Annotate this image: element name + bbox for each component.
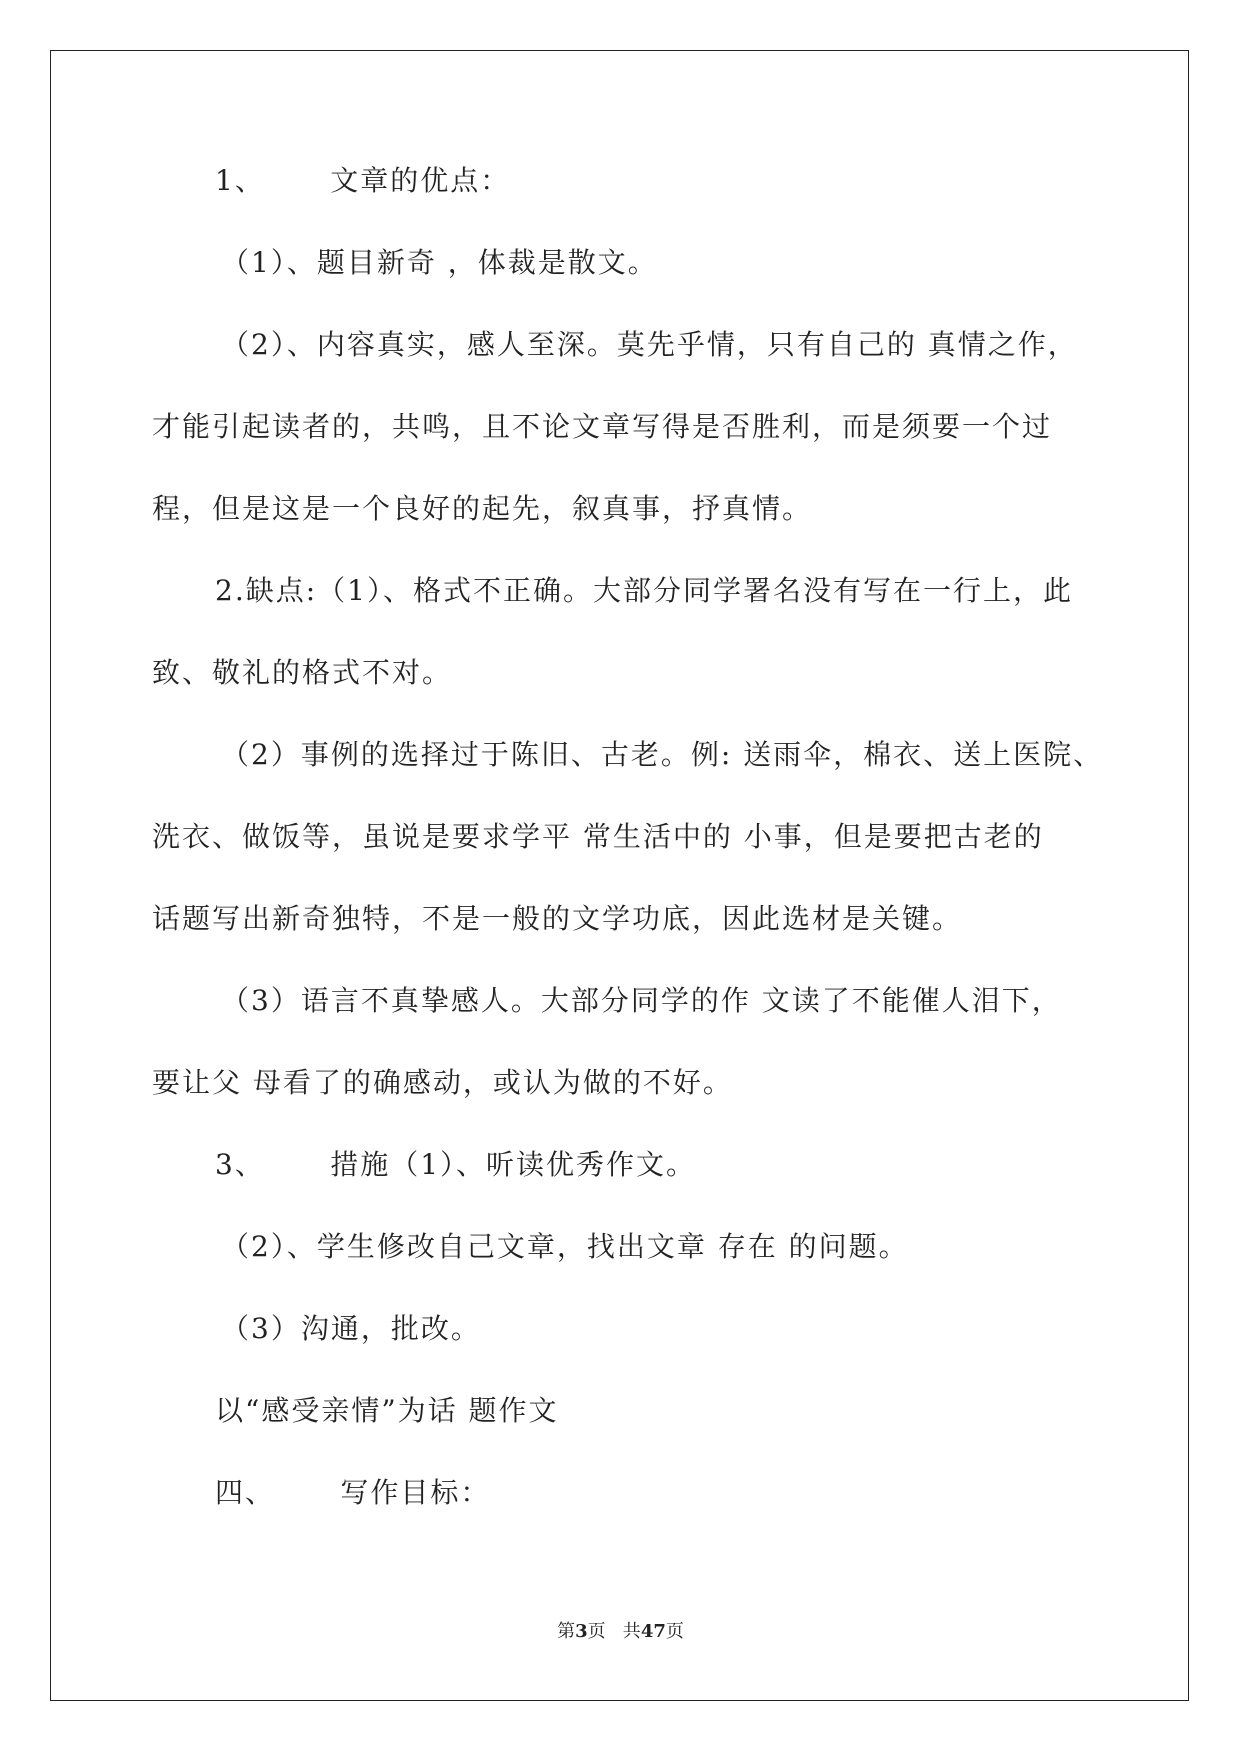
footer-total-pages: 47 [640, 1621, 666, 1642]
footer-middle: 页 共 [587, 1621, 641, 1642]
text-line-3: （2）、内容真实，感人至深。莫先乎情，只有自己的 真情之作， [221, 328, 1078, 361]
text-line-10: 话题写出新奇独特，不是一般的文学功底，因此选材是关键。 [152, 902, 963, 935]
footer-suffix: 页 [665, 1621, 684, 1642]
text-line-8: （2）事例的选择过于陈旧、古老。例: 送雨伞，棉衣、送上医院、 [221, 738, 1104, 771]
text-line-11: （3）语言不真挚感人。大部分同学的作 文读了不能催人泪下， [221, 984, 1062, 1017]
document-body [152, 160, 1104, 1554]
text-line-5: 程，但是这是一个良好的起先，叙真事，抒真情。 [152, 492, 813, 525]
footer-prefix: 第 [557, 1621, 576, 1642]
page-footer [0, 1617, 1241, 1643]
text-line-13: 3、 措施（1）、听读优秀作文。 [215, 1148, 697, 1181]
text-line-6: 2.缺点:（1）、格式不正确。大部分同学署名没有写在一行上，此 [215, 574, 1073, 607]
text-line-9: 洗衣、做饭等，虽说是要求学平 常生活中的 小事，但是要把古老的 [152, 820, 1044, 853]
text-line-15: （3）沟通，批改。 [221, 1312, 481, 1345]
text-line-7: 致、敬礼的格式不对。 [152, 656, 453, 689]
text-line-2: （1）、题目新奇 ，体裁是散文。 [221, 246, 658, 279]
text-line-1: 1、 文章的优点： [215, 164, 511, 197]
text-line-14: （2）、学生修改自己文章，找出文章 存在 的问题。 [221, 1230, 909, 1263]
text-line-12: 要让父 母看了的确感动，或认为做的不好。 [152, 1066, 733, 1099]
text-line-4: 才能引起读者的，共鸣，且不论文章写得是否胜利，而是须要一个过 [152, 410, 1053, 443]
footer-page-number: 3 [575, 1621, 588, 1642]
text-line-17: 四、 写作目标： [215, 1476, 491, 1509]
text-line-16: 以“感受亲情”为话 题作文 [215, 1394, 559, 1427]
